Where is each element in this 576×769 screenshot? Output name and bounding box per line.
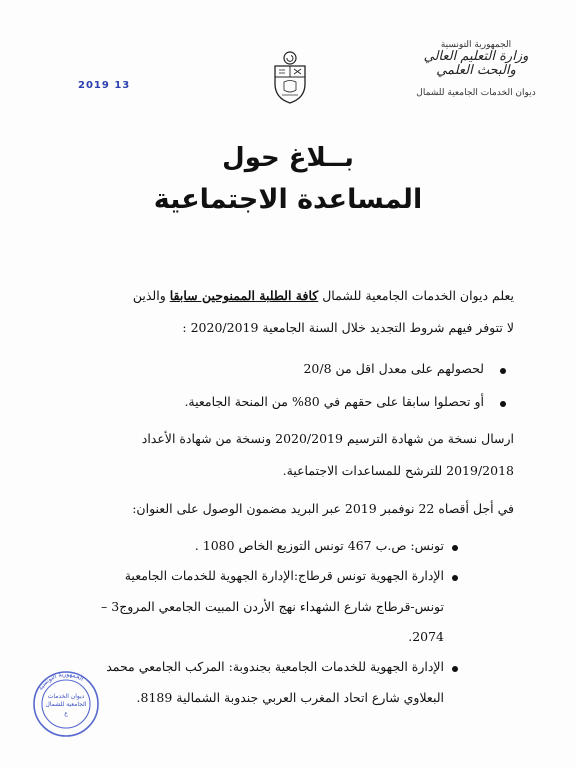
- ministry-name-line2: والبحث العلمي: [436, 63, 516, 78]
- office-name: ديوان الخدمات الجامعية للشمال: [416, 88, 536, 98]
- ministry-name-line1: وزارة التعليم العالي: [423, 49, 529, 64]
- send-line-2: 2019/2018 للترشح للمساعدات الاجتماعية.: [282, 463, 514, 478]
- bullet-icon: [500, 401, 506, 407]
- bullet-icon: [452, 666, 458, 672]
- intro-line-2: لا تتوفر فيهم شروط التجديد خلال السنة الجامعية 2020/2019 :: [182, 320, 514, 335]
- official-stamp-icon: [32, 670, 100, 738]
- intro-highlight: كافة الطلبة الممنوحين سابقا: [169, 288, 319, 303]
- condition-1: لحصولهم على معدل اقل من 20/8: [303, 361, 484, 376]
- stamp-center-line-1: ديوان الخدمات: [47, 693, 85, 700]
- address-2-line-2: تونس-قرطاج شارع الشهداء نهج الأردن المبيت الجامعي المروج3 –: [101, 599, 444, 614]
- address-1: تونس: ص.ب 467 تونس التوزيع الخاص 1080 .: [194, 538, 444, 553]
- send-line-1: ارسال نسخة من شهادة الترسيم 2020/2019 ونسخة من شهادة الأعداد: [141, 431, 514, 446]
- republic-label: الجمهورية التونسية: [440, 40, 512, 50]
- deadline-line: في أجل أقصاه 22 نوفمبر 2019 عبر البريد مضمون الوصول على العنوان:: [132, 501, 514, 516]
- bullet-icon: [500, 368, 506, 374]
- intro-line-1: [133, 288, 514, 303]
- announcement-title: بــلاغ حول: [222, 143, 354, 173]
- announcement-subject: المساعدة الاجتماعية: [153, 184, 423, 215]
- address-2-line-1: الإدارة الجهوية تونس قرطاج:الإدارة الجهوية للخدمات الجامعية: [124, 568, 444, 583]
- svg-text:الجمهورية التونسية: [37, 671, 85, 692]
- address-2-line-3: 2074.: [408, 629, 444, 644]
- intro-text-a: يعلم ديوان الخدمات الجامعية للشمال: [318, 288, 514, 303]
- intro-text-b: والذين: [132, 288, 170, 303]
- address-3-line-1: الإدارة الجهوية للخدمات الجامعية بجندوبة: المركب الجامعي محمد: [106, 659, 444, 674]
- bullet-icon: [452, 545, 458, 551]
- date-stamp: 2019 13: [78, 80, 131, 91]
- stamp-ring-text: الجمهورية التونسية: [37, 670, 85, 692]
- stamp-center-line-3: ع: [64, 710, 68, 717]
- bullet-icon: [452, 575, 458, 581]
- condition-2: أو تحصلوا سابقا على حقهم في 80% من المنحة الجامعية.: [184, 394, 484, 409]
- letterhead: [406, 40, 546, 98]
- coat-of-arms-icon: [270, 50, 310, 105]
- stamp-center-line-2: الجامعية للشمال: [45, 701, 87, 708]
- address-3-line-2: البعلاوي شارع اتحاد المغرب العربي جندوبة الشمالية 8189.: [136, 690, 444, 705]
